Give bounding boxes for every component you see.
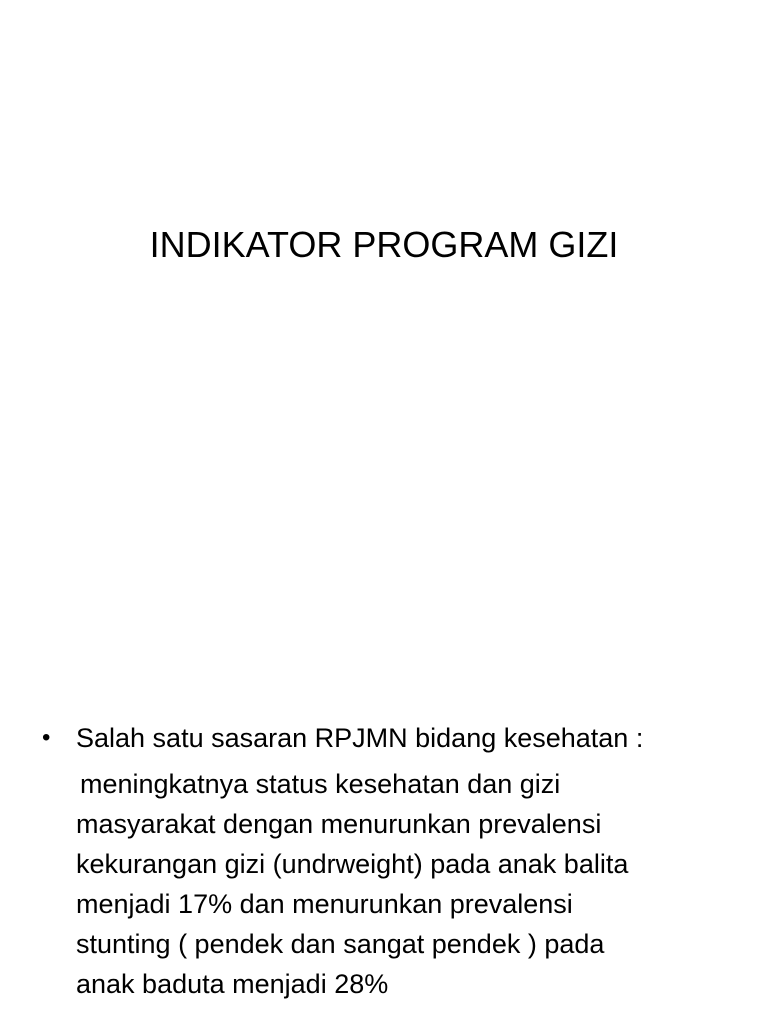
bullet-icon: • [42,724,51,751]
bullet-block [40,718,740,1004]
body-line: stunting ( pendek dan sangat pendek ) pada [76,929,605,959]
body-line: kekurangan gizi (undrweight) pada anak balita [76,849,629,879]
slide-title: INDIKATOR PROGRAM GIZI [149,224,619,265]
body-line: anak baduta menjadi 28% [76,969,389,999]
body-line: masyarakat dengan menurunkan prevalensi [76,809,602,839]
body-line: meningkatnya status kesehatan dan gizi [80,769,561,799]
bullet-lead-text: Salah satu sasaran RPJMN bidang kesehatan : [76,723,644,753]
bullet-body [40,764,740,1004]
bullet-item [40,718,740,758]
body-line: menjadi 17% dan menurunkan prevalensi [76,889,573,919]
